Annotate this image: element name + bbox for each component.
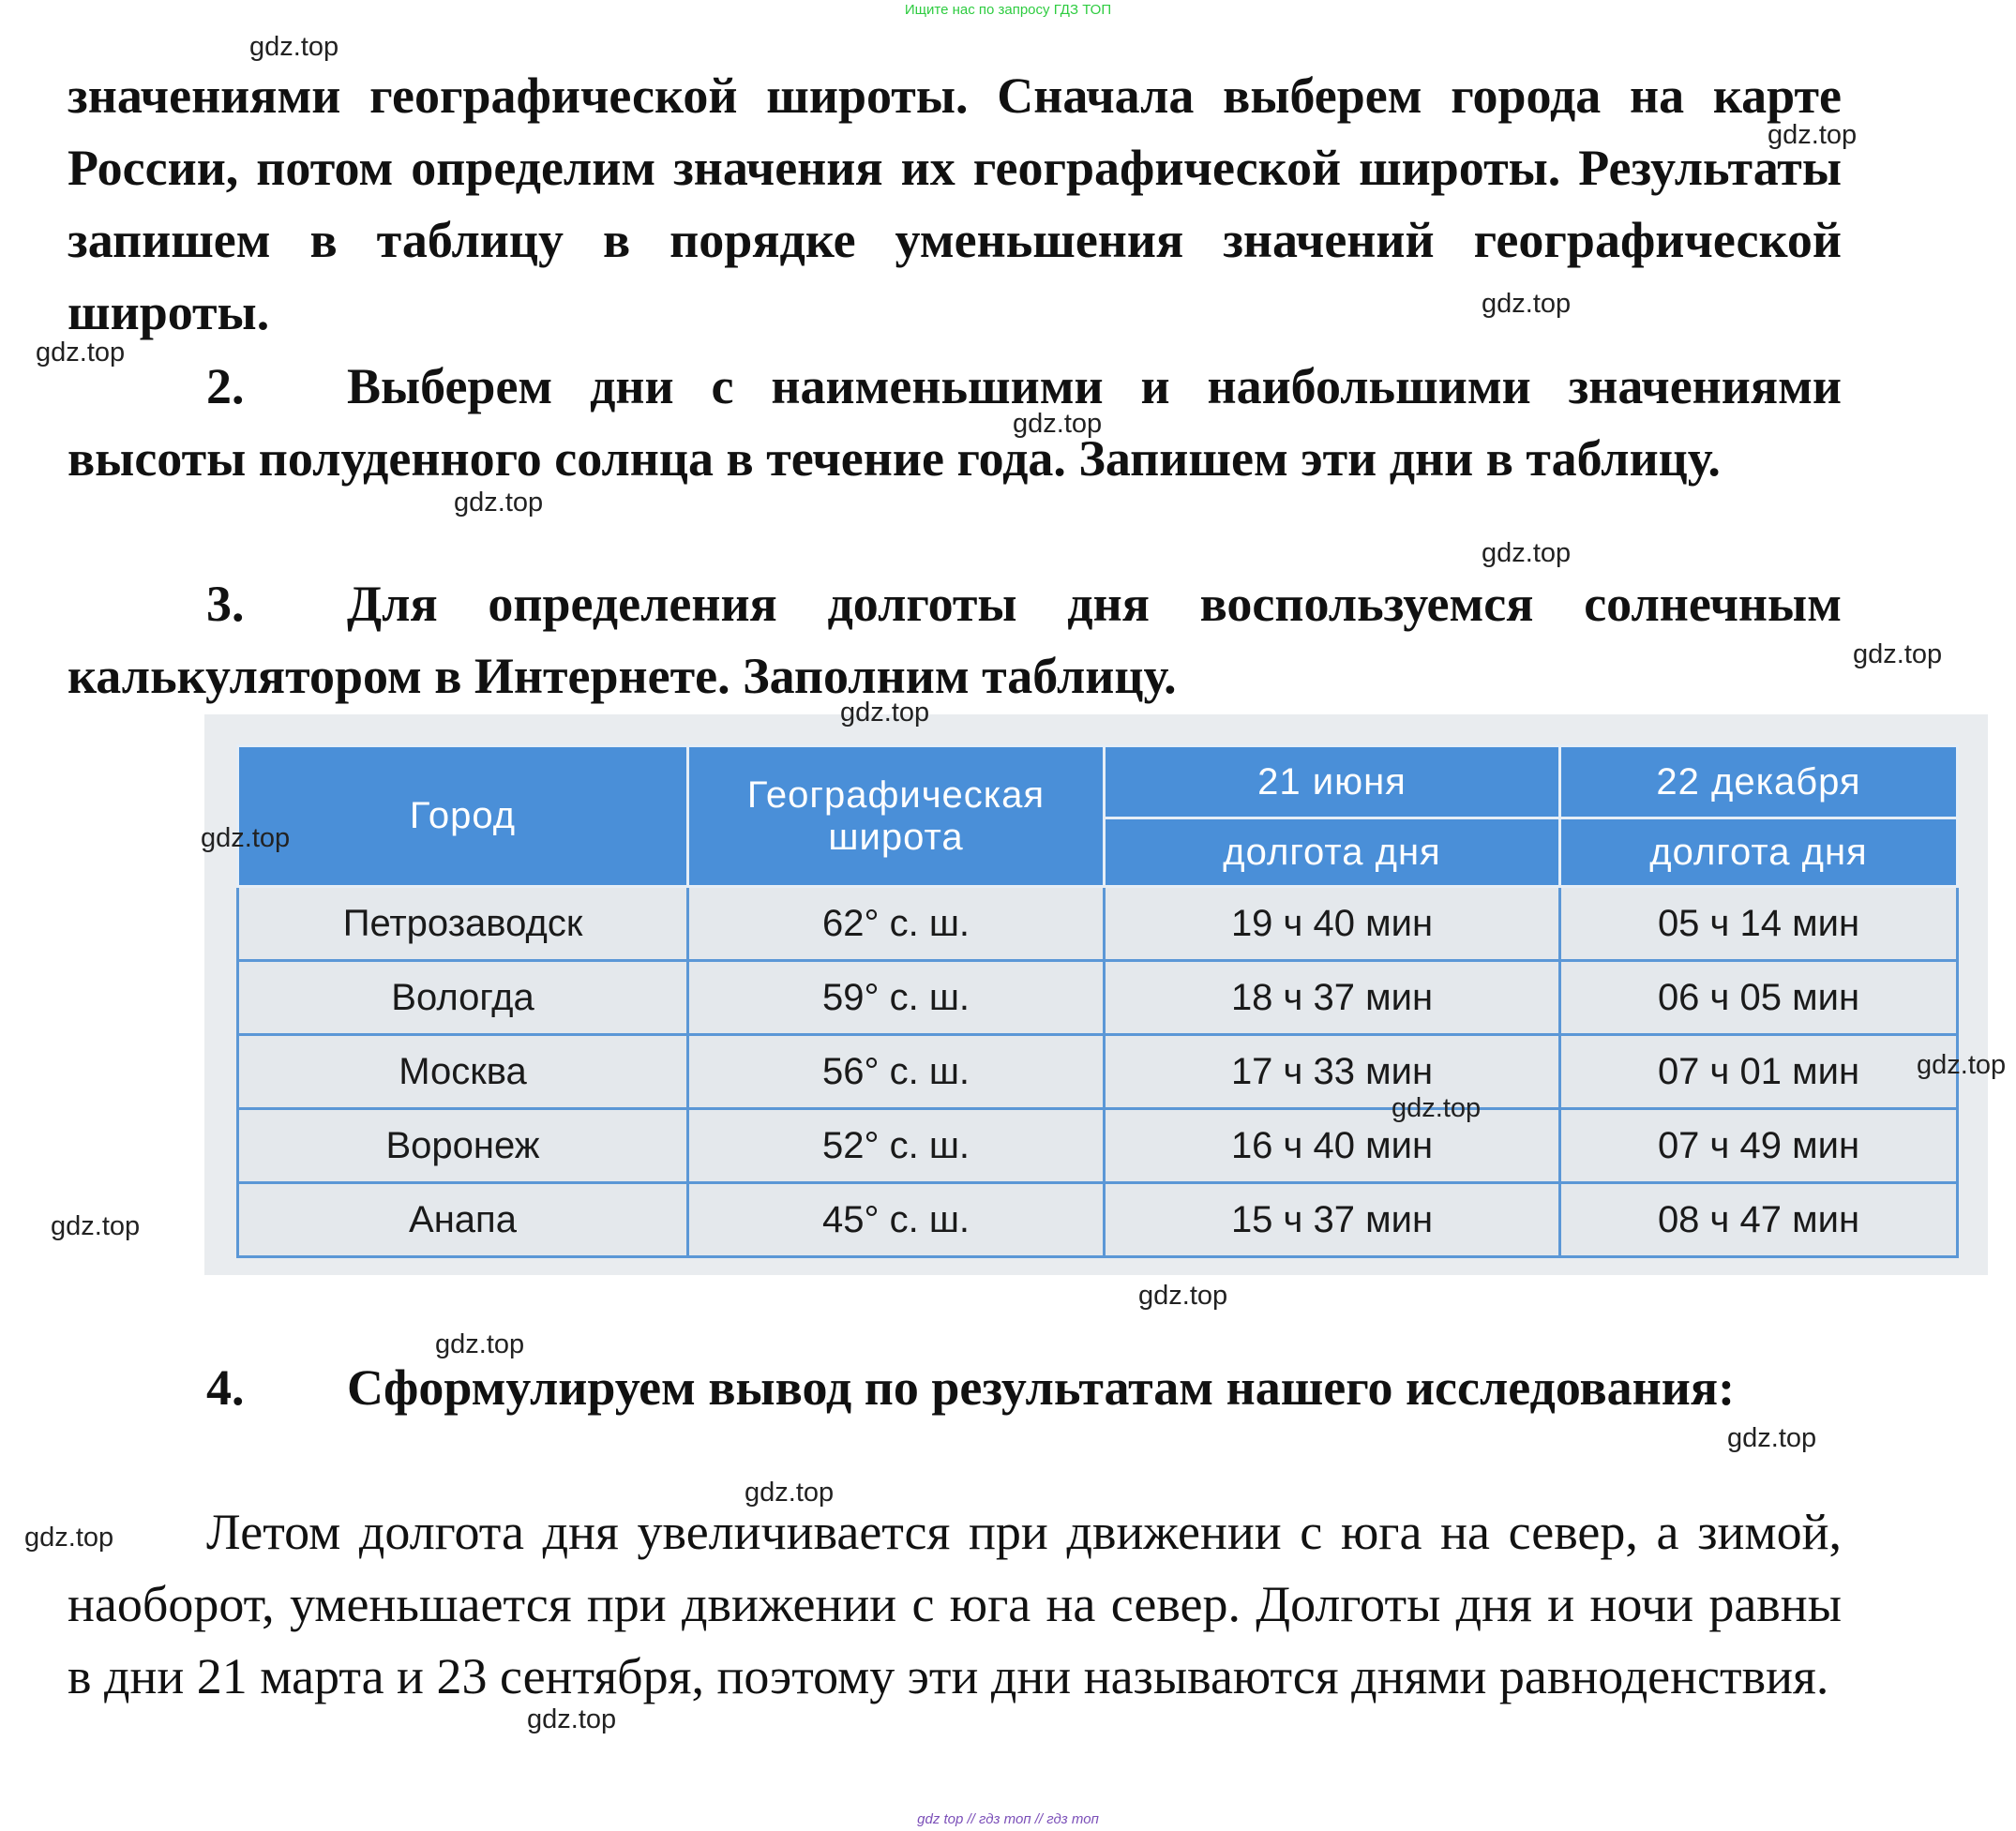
step-3-text: Для определения долготы дня воспользуемся солнечным калькулятором в Интернете. Заполним таблицу.: [68, 576, 1842, 704]
watermark: gdz.top: [24, 1523, 114, 1553]
conclusion-paragraph: Летом долгота дня увеличивается при движении с юга на север, а зимой, наоборот, уменьшается при движении с юга на север. Долготы дня и ночи равны в дни 21 марта и 23 сентября, поэтому эти дни называются днями равноденствия.: [68, 1504, 1842, 1704]
header-december: 22 декабря: [1560, 746, 1958, 818]
cell-june: 16 ч 40 мин: [1105, 1109, 1560, 1183]
cell-december: 07 ч 49 мин: [1560, 1109, 1958, 1183]
watermark: gdz.top: [36, 338, 126, 368]
cell-december: 08 ч 47 мин: [1560, 1183, 1958, 1257]
watermark: gdz.top: [201, 823, 291, 853]
step-3-number: 3.: [206, 576, 245, 632]
watermark: gdz.top: [840, 698, 930, 728]
header-december-day-length: долгота дня: [1560, 818, 1958, 887]
header-june: 21 июня: [1105, 746, 1560, 818]
step-2-number: 2.: [206, 358, 245, 414]
watermark: gdz.top: [1482, 289, 1572, 319]
cell-december: 05 ч 14 мин: [1560, 887, 1958, 961]
watermark: gdz.top: [1482, 538, 1572, 568]
watermark: gdz.top: [1013, 409, 1103, 439]
cell-latitude: 52° с. ш.: [688, 1109, 1105, 1183]
cell-december: 07 ч 01 мин: [1560, 1035, 1958, 1109]
cell-city: Вологда: [238, 961, 688, 1035]
cell-june: 19 ч 40 мин: [1105, 887, 1560, 961]
watermark: gdz.top: [435, 1329, 525, 1359]
header-latitude: Географическая широта: [688, 746, 1105, 887]
day-length-table: [236, 744, 1959, 1258]
cell-december: 06 ч 05 мин: [1560, 961, 1958, 1035]
header-june-day-length: долгота дня: [1105, 818, 1560, 887]
cell-june: 18 ч 37 мин: [1105, 961, 1560, 1035]
table-row: [238, 1183, 1958, 1257]
cell-city: Москва: [238, 1035, 688, 1109]
step-2-text: Выберем дни с наименьшими и наибольшими значениями высоты полуденного солнца в течение года. Запишем эти дни в таблицу.: [68, 358, 1842, 487]
step-4-text: Сформулируем вывод по результатам нашего исследования:: [347, 1359, 1736, 1416]
watermark: gdz.top: [1727, 1423, 1817, 1453]
cell-city: Анапа: [238, 1183, 688, 1257]
watermark: gdz.top: [51, 1211, 141, 1241]
cell-latitude: 45° с. ш.: [688, 1183, 1105, 1257]
watermark: gdz.top: [1768, 120, 1858, 150]
cell-june: 17 ч 33 мин: [1105, 1035, 1560, 1109]
step-3: [68, 568, 1842, 713]
cell-city: Петрозаводск: [238, 887, 688, 961]
watermark: gdz.top: [1138, 1281, 1228, 1311]
bottom-banner: gdz top // гдз топ // гдз топ: [917, 1811, 1099, 1827]
watermark: gdz.top: [1853, 639, 1943, 669]
watermark: gdz.top: [527, 1704, 617, 1734]
cell-city: Воронеж: [238, 1109, 688, 1183]
day-length-table-photo: [204, 714, 1988, 1275]
watermark: gdz.top: [1392, 1093, 1482, 1123]
cell-latitude: 62° с. ш.: [688, 887, 1105, 961]
step-2: [68, 351, 1842, 495]
paragraph-latitude-intro: значениями географической широты. Сначала выберем города на карте России, потом определим значения их географической широты. Результаты запишем в таблицу в порядке уменьшения значений географической широты.: [68, 68, 1842, 340]
watermark: gdz.top: [1917, 1050, 2007, 1080]
table-row: [238, 961, 1958, 1035]
watermark: gdz.top: [745, 1478, 835, 1508]
header-city: Город: [238, 746, 688, 887]
table-row: [238, 1109, 1958, 1183]
watermark: gdz.top: [454, 488, 544, 518]
step-4-number: 4.: [206, 1359, 245, 1416]
table-row: [238, 887, 1958, 961]
watermark: gdz.top: [249, 32, 339, 62]
top-banner: Ищите нас по запросу ГДЗ ТОП: [904, 2, 1112, 18]
cell-latitude: 59° с. ш.: [688, 961, 1105, 1035]
cell-latitude: 56° с. ш.: [688, 1035, 1105, 1109]
table-row: [238, 1035, 1958, 1109]
cell-june: 15 ч 37 мин: [1105, 1183, 1560, 1257]
step-4: [68, 1352, 1842, 1424]
